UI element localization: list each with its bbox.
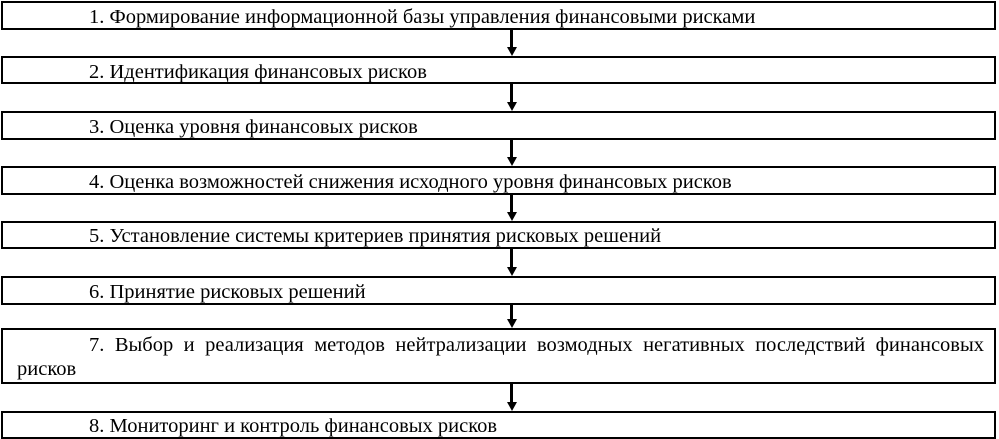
step-box-6 [1,276,996,305]
step-label-7: 7. Выбор и реализация методов нейтрализации возмодных негативных последствий финансовых рисков [17,334,984,380]
arrow-down-icon [507,30,517,56]
step-box-4 [1,166,996,195]
step-label-1: 1. Формирование информационной базы управления финансовыми рисками [89,6,756,28]
step-label-3: 3. Оценка уровня финансовых рисков [89,116,418,138]
step-box-3 [1,111,996,140]
arrow-down-icon [507,249,517,276]
step-label-2: 2. Идентификация финансовых рисков [89,61,427,83]
step-box-5 [1,221,996,249]
step-label-5: 5. Установление системы критериев принятия рисковых решений [89,225,662,247]
arrow-down-icon [507,140,517,166]
step-box-7 [1,328,996,384]
arrow-down-icon [507,384,517,411]
step-label-4: 4. Оценка возможностей снижения исходного уровня финансовых рисков [89,171,732,193]
step-box-1 [1,1,996,30]
step-box-2 [1,56,996,84]
step-label-8: 8. Мониторинг и контроль финансовых рисков [89,415,498,437]
arrow-down-icon [507,84,517,111]
step-box-8 [1,411,996,439]
step-label-6: 6. Принятие рисковых решений [89,281,366,303]
arrow-down-icon [507,195,517,221]
arrow-down-icon [507,305,517,328]
